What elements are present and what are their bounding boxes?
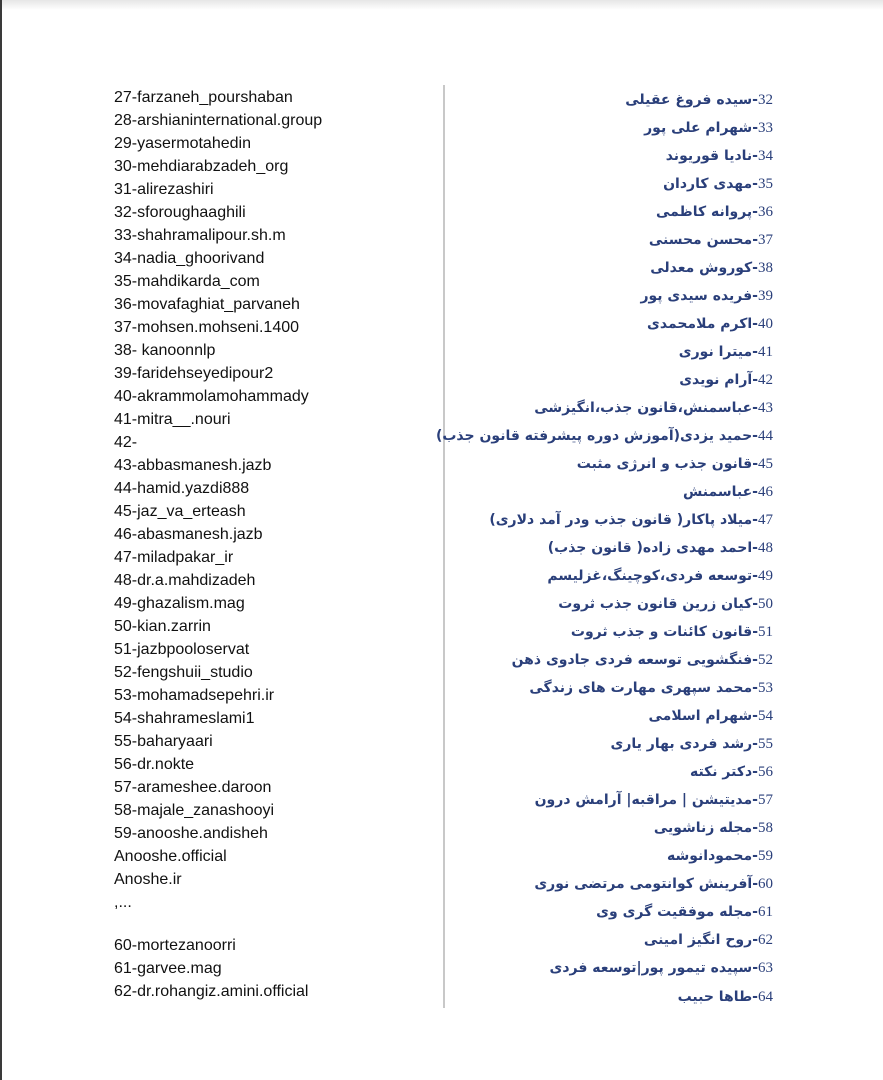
list-item: 62-dr.rohangiz.amini.official [114, 983, 309, 1000]
item-number: 55 [758, 736, 773, 753]
item-text: -حمید یزدی(آموزش دوره پیشرفته قانون جذب) [435, 428, 758, 445]
list-item [443, 730, 773, 758]
item-text: -آرام نویدی [679, 372, 758, 389]
item-number: 47 [758, 512, 773, 529]
list-item: 55-baharyaari [114, 733, 213, 750]
list-item [443, 86, 773, 114]
item-text: -رشد فردی بهار یاری [610, 736, 758, 753]
list-item: Anooshe.official [114, 848, 227, 865]
list-item: 58-majale_zanashooyi [114, 802, 275, 819]
list-item: 53-mohamadsepehri.ir [114, 687, 275, 704]
item-text: -احمد مهدی زاده( قانون جذب) [547, 540, 758, 557]
list-item [443, 646, 773, 674]
item-text: -محمودانوشه [666, 848, 758, 865]
list-item [443, 506, 773, 534]
item-text: -سیده فروغ عقیلی [625, 92, 758, 108]
item-text: -عباسمنش،قانون جذب،انگیزشی [534, 400, 758, 417]
item-text: -قانون جذب و انرژی مثبت [576, 456, 758, 473]
blank-line [114, 914, 424, 934]
list-item [443, 254, 773, 282]
item-number: 45 [758, 456, 773, 473]
item-number: 52 [758, 652, 773, 669]
list-item [443, 702, 773, 730]
list-item: 57-arameshee.daroon [114, 779, 272, 796]
list-item: 32-sforoughaaghili [114, 204, 246, 221]
item-number: 53 [758, 680, 773, 697]
list-item: 45-jaz_va_erteash [114, 503, 246, 520]
list-item [443, 674, 773, 702]
item-number: 42 [758, 372, 773, 389]
list-item [443, 618, 773, 646]
list-item: 30-mehdiarabzadeh_org [114, 158, 289, 175]
item-number: 64 [758, 988, 773, 1005]
list-item: 54-shahrameslami1 [114, 710, 255, 727]
list-item: 29-yasermotahedin [114, 135, 251, 152]
list-item: 41-mitra__.nouri [114, 411, 231, 428]
instagram-handles-list [114, 86, 424, 1003]
list-item: 42- [114, 434, 138, 451]
list-item [443, 534, 773, 562]
item-number: 63 [758, 960, 773, 977]
list-item: 33-shahramalipour.sh.m [114, 227, 286, 244]
item-text: -دکتر نکته [689, 764, 758, 781]
item-text: -توسعه فردی،کوچینگ،غزلیسم [547, 568, 758, 585]
list-item [443, 814, 773, 842]
list-item: 46-abasmanesh.jazb [114, 526, 263, 543]
item-text: -شهرام علی پور [644, 120, 758, 137]
top-shadow [2, 0, 883, 10]
item-text: -آفرینش کوانتومی مرتضی نوری [534, 876, 758, 893]
item-number: 36 [758, 204, 773, 221]
list-item: 34-nadia_ghoorivand [114, 250, 265, 267]
list-item: 50-kian.zarrin [114, 618, 211, 635]
list-item: 39-faridehseyedipour2 [114, 365, 274, 382]
item-text: -محسن محسنی [648, 232, 758, 249]
list-item [443, 562, 773, 590]
list-item: 59-anooshe.andisheh [114, 825, 268, 842]
list-item: 28-arshianinternational.group [114, 112, 323, 129]
item-number: 37 [758, 232, 773, 249]
item-number: 59 [758, 848, 773, 865]
list-item [443, 758, 773, 786]
item-text: -مدیتیشن | مراقبه| آرامش درون [534, 792, 758, 809]
list-item: 36-movafaghiat_parvaneh [114, 296, 300, 313]
item-text: -شهرام اسلامی [648, 708, 758, 725]
list-item: ,... [114, 894, 132, 911]
list-item: 48-dr.a.mahdizadeh [114, 572, 256, 589]
list-item [443, 983, 773, 1011]
item-text: -کوروش معدلی [650, 260, 758, 277]
item-text: -مهدی کاردان [663, 176, 758, 193]
list-item [443, 366, 773, 394]
item-text: -میترا نوری [678, 344, 758, 361]
list-item [443, 842, 773, 870]
list-item [443, 170, 773, 198]
list-item: 38- kanoonnlp [114, 342, 216, 359]
item-number: 49 [758, 568, 773, 585]
item-number: 35 [758, 176, 773, 193]
item-text: -نادیا قوریوند [665, 148, 758, 165]
item-text: -قانون کائنات و جذب ثروت [570, 624, 758, 641]
list-item: 27-farzaneh_pourshaban [114, 89, 293, 106]
list-item [443, 142, 773, 170]
list-item: 40-akrammolamohammady [114, 388, 309, 405]
list-item [443, 786, 773, 814]
item-number: 34 [758, 148, 773, 165]
item-text: -کیان زرین قانون جذب ثروت [558, 596, 758, 613]
list-item [443, 926, 773, 954]
persian-names-list [435, 86, 773, 1011]
list-item [443, 898, 773, 926]
item-number: 51 [758, 624, 773, 641]
list-item [443, 114, 773, 142]
item-text: -طاها حبیب [677, 988, 758, 1005]
item-text: -سپیده تیمور پور|توسعه فردی [549, 960, 758, 977]
item-text: -مجله زناشویی [653, 820, 758, 837]
list-item [443, 282, 773, 310]
item-text: -روح انگیز امینی [643, 932, 758, 949]
item-number: 44 [758, 428, 773, 445]
list-item [443, 870, 773, 898]
item-number: 57 [758, 792, 773, 809]
item-number: 38 [758, 260, 773, 277]
item-number: 48 [758, 540, 773, 557]
list-item: 31-alirezashiri [114, 181, 214, 198]
list-item: 44-hamid.yazdi888 [114, 480, 250, 497]
item-text: -پروانه کاظمی [655, 204, 758, 221]
list-item [443, 226, 773, 254]
list-item: 56-dr.nokte [114, 756, 195, 773]
item-number: 58 [758, 820, 773, 837]
item-number: 62 [758, 932, 773, 949]
item-text: -فریده سیدی پور [640, 288, 758, 305]
item-text: -میلاد پاکار( قانون جذب ودر آمد دلاری) [489, 512, 758, 529]
item-number: 50 [758, 596, 773, 613]
item-text: -عباسمنش [682, 484, 758, 501]
list-item [443, 198, 773, 226]
item-text: -محمد سپهری مهارت های زندگی [529, 680, 758, 697]
list-item [443, 394, 773, 422]
list-item [443, 338, 773, 366]
item-number: 46 [758, 484, 773, 501]
list-item [443, 954, 773, 982]
list-item: 51-jazbpooloservat [114, 641, 250, 658]
item-number: 43 [758, 400, 773, 417]
item-number: 33 [758, 120, 773, 137]
list-item: 49-ghazalism.mag [114, 595, 245, 612]
list-item: 47-miladpakar_ir [114, 549, 234, 566]
list-item: Anoshe.ir [114, 871, 182, 888]
item-text: -مجله موفقیت گری وی [596, 904, 758, 921]
item-number: 39 [758, 288, 773, 305]
list-item [435, 422, 773, 450]
list-item [443, 590, 773, 618]
list-item: 35-mahdikarda_com [114, 273, 260, 290]
item-number: 41 [758, 344, 773, 361]
list-item [443, 310, 773, 338]
list-item: 61-garvee.mag [114, 960, 222, 977]
item-number: 60 [758, 876, 773, 893]
item-number: 54 [758, 708, 773, 725]
item-number: 56 [758, 764, 773, 781]
list-item: 43-abbasmanesh.jazb [114, 457, 272, 474]
list-item [443, 450, 773, 478]
item-text: -فنگشویی توسعه فردی جادوی ذهن [511, 652, 758, 669]
item-text: -اکرم ملامحمدی [647, 316, 758, 333]
list-item: 37-mohsen.mohseni.1400 [114, 319, 300, 336]
list-item [443, 478, 773, 506]
item-number: 40 [758, 316, 773, 333]
list-item: 60-mortezanoorri [114, 937, 236, 954]
item-number: 61 [758, 904, 773, 921]
item-number: 32 [758, 92, 773, 108]
list-item: 52-fengshuii_studio [114, 664, 253, 681]
